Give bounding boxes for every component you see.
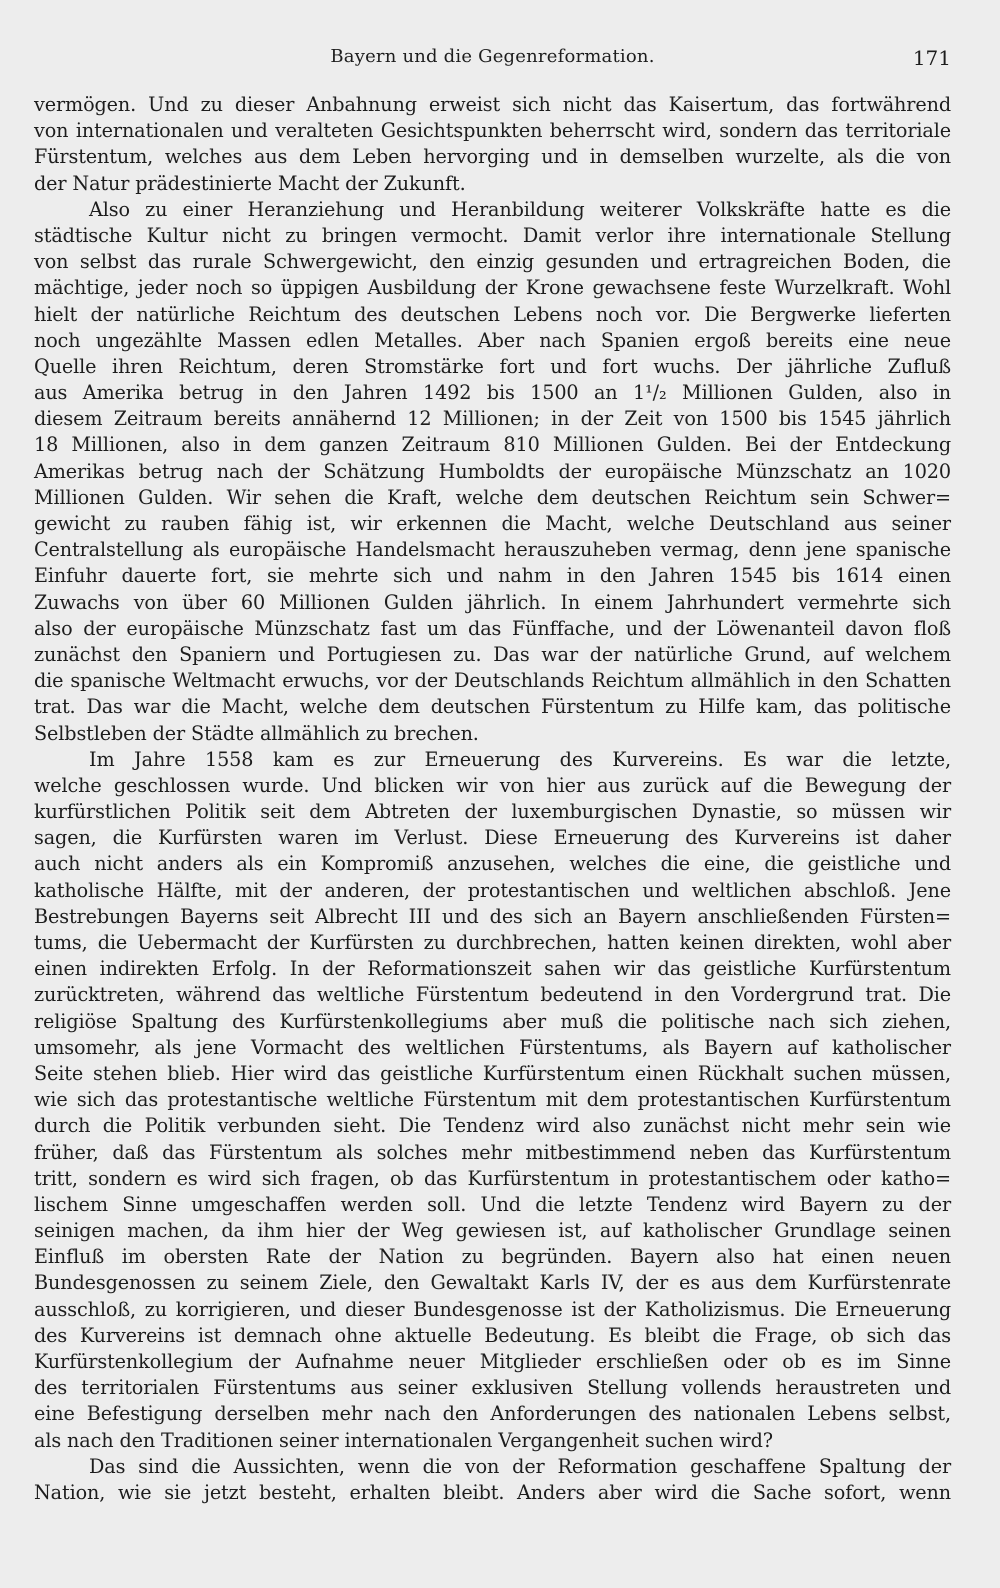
text-line: Zuwachs von über 60 Millionen Gulden jährlich. In einem Jahrhundert vermehrte sich	[34, 590, 951, 614]
page-header-title: Bayern und die Gegenreformation.	[330, 46, 655, 67]
text-line: Kurfürstenkollegium der Aufnahme neuer Mitglieder erschließen oder ob es im Sinne	[34, 1350, 951, 1373]
text-line: Bestrebungen Bayerns seit Albrecht III und des sich an Bayern anschließenden Fürsten=	[34, 904, 951, 928]
text-line: tums, die Uebermacht der Kurfürsten zu durchbrechen, hatten keinen direkten, wohl aber	[34, 931, 951, 954]
text-line: städtische Kultur nicht zu bringen vermocht. Damit verlor ihre internationale Stellung	[34, 223, 951, 247]
text-line: diesem Zeitraum bereits annähernd 12 Millionen; in der Zeit von 1500 bis 1545 jährlich	[34, 407, 951, 431]
text-line: hielt der natürliche Reichtum des deutschen Lebens noch vor. Die Bergwerke lieferten	[34, 302, 951, 326]
text-line: trat. Das war die Macht, welche dem deutschen Fürstentum zu Hilfe kam, das politische	[34, 695, 951, 719]
text-line: zunächst den Spaniern und Portugiesen zu. Das war der natürliche Grund, auf welchem	[34, 642, 951, 666]
text-line: auch nicht anders als ein Kompromiß anzusehen, welches die eine, die geistliche und	[34, 852, 951, 876]
text-line: von selbst das rurale Schwergewicht, den einzig gesunden und ertragreichen Boden, die	[34, 250, 951, 274]
text-line: Centralstellung als europäische Handelsmacht herauszuheben vermag, denn jene spanische	[34, 538, 951, 562]
text-line: früher, daß das Fürstentum als solches mehr mitbestimmend neben das Kurfürstentum	[34, 1140, 951, 1164]
text-line: umsomehr, als jene Vormacht des weltlichen Fürstentums, als Bayern auf katholischer	[34, 1035, 951, 1059]
text-line: mächtige, jeder noch so üppigen Ausbildung der Krone gewachsene feste Wurzelkraft. Wohl	[34, 276, 951, 300]
text-line: Bundesgenossen zu seinem Ziele, den Gewaltakt Karls IV, der es aus dem Kurfürstenrate	[34, 1271, 951, 1295]
text-line: als nach den Traditionen seiner internationalen Vergangenheit suchen wird?	[34, 1428, 773, 1452]
text-line: ausschloß, zu korrigieren, und dieser Bundesgenosse ist der Katholizismus. Die Erneuerung	[34, 1297, 951, 1321]
text-line: Millionen Gulden. Wir sehen die Kraft, welche dem deutschen Reichtum sein Schwer=	[34, 485, 951, 509]
text-line: Einfluß im obersten Rate der Nation zu begründen. Bayern also hat einen neuen	[34, 1245, 951, 1269]
text-line: von internationalen und veralteten Gesichtspunkten beherrscht wird, sondern das territoriale	[34, 119, 951, 143]
text-line: Selbstleben der Städte allmählich zu brechen.	[34, 721, 479, 745]
text-line: Quelle ihren Reichtum, deren Stromstärke fort und fort wuchs. Der jährliche Zufluß	[34, 354, 951, 378]
text-line: Also zu einer Heranziehung und Heranbildung weiterer Volkskräfte hatte es die	[89, 197, 951, 221]
text-line: des territorialen Fürstentums aus seiner exklusiven Stellung vollends heraustreten und	[34, 1376, 951, 1400]
text-line: einen indirekten Erfolg. In der Reformationszeit sahen wir das geistliche Kurfürstentum	[34, 957, 951, 981]
text-line: zurücktreten, während das weltliche Fürstentum bedeutend in den Vordergrund trat. Die	[34, 983, 951, 1007]
text-line: noch ungezählte Massen edlen Metalles. Aber nach Spanien ergoß bereits eine neue	[34, 328, 951, 352]
text-line: 18 Millionen, also in dem ganzen Zeitraum 810 Millionen Gulden. Bei der Entdeckung	[34, 433, 951, 457]
text-line: seinigen machen, da ihm hier der Weg gewiesen ist, auf katholischer Grundlage seinen	[34, 1219, 951, 1243]
text-line: lischem Sinne umgeschaffen werden soll. Und die letzte Tendenz wird Bayern zu der	[34, 1192, 951, 1216]
text-line: Seite stehen blieb. Hier wird das geistliche Kurfürstentum einen Rückhalt suchen müssen,	[34, 1061, 951, 1085]
text-line: Amerikas betrug nach der Schätzung Humboldts der europäische Münzschatz an 1020	[34, 459, 951, 483]
text-line: wie sich das protestantische weltliche Fürstentum mit dem protestantischen Kurfürstentum	[34, 1088, 951, 1112]
text-line: Nation, wie sie jetzt besteht, erhalten bleibt. Anders aber wird die Sache sofort, wenn	[34, 1480, 951, 1504]
text-line: vermögen. Und zu dieser Anbahnung erweist sich nicht das Kaisertum, das fortwährend	[34, 93, 951, 116]
text-line: welche geschlossen wurde. Und blicken wir von hier aus zurück auf die Bewegung der	[34, 773, 951, 797]
text-line: Das sind die Aussichten, wenn die von der Reformation geschaffene Spaltung der	[89, 1454, 951, 1478]
text-line: Fürstentum, welches aus dem Leben hervorging und in demselben wurzelte, als die von	[34, 145, 951, 169]
text-line: der Natur prädestinierte Macht der Zukunft.	[34, 171, 466, 195]
text-line: katholische Hälfte, mit der anderen, der protestantischen und weltlichen abschloß. Jene	[34, 878, 951, 902]
text-line: die spanische Weltmacht erwuchs, vor der Deutschlands Reichtum allmählich in den Schatten	[34, 669, 951, 693]
body-text	[34, 92, 951, 1506]
text-line: durch die Politik verbunden sieht. Die Tendenz wird also zunächst nicht mehr sein wie	[34, 1114, 951, 1138]
text-line: aus Amerika betrug in den Jahren 1492 bis 1500 an 1¹/₂ Millionen Gulden, also in	[34, 381, 951, 405]
page-number: 171	[912, 46, 951, 70]
text-line: Im Jahre 1558 kam es zur Erneuerung des Kurvereins. Es war die letzte,	[89, 747, 951, 771]
text-line: sagen, die Kurfürsten waren im Verlust. Diese Erneuerung des Kurvereins ist daher	[34, 826, 951, 850]
text-line: also der europäische Münzschatz fast um das Fünffache, und der Löwenanteil davon floß	[34, 616, 951, 640]
running-head	[34, 46, 951, 76]
text-line: religiöse Spaltung des Kurfürstenkollegiums aber muß die politische nach sich ziehen,	[34, 1009, 951, 1033]
text-line: gewicht zu rauben fähig ist, wir erkennen die Macht, welche Deutschland aus seiner	[34, 512, 951, 535]
text-line: tritt, sondern es wird sich fragen, ob das Kurfürstentum in protestantischem oder katho=	[34, 1166, 951, 1190]
text-line: Einfuhr dauerte fort, sie mehrte sich und nahm in den Jahren 1545 bis 1614 einen	[34, 564, 951, 588]
text-line: des Kurvereins ist demnach ohne aktuelle Bedeutung. Es bleibt die Frage, ob sich das	[34, 1323, 951, 1347]
text-line: kurfürstlichen Politik seit dem Abtreten der luxemburgischen Dynastie, so müssen wir	[34, 800, 951, 824]
text-line: eine Befestigung derselben mehr nach den Anforderungen des nationalen Lebens selbst,	[34, 1402, 951, 1426]
